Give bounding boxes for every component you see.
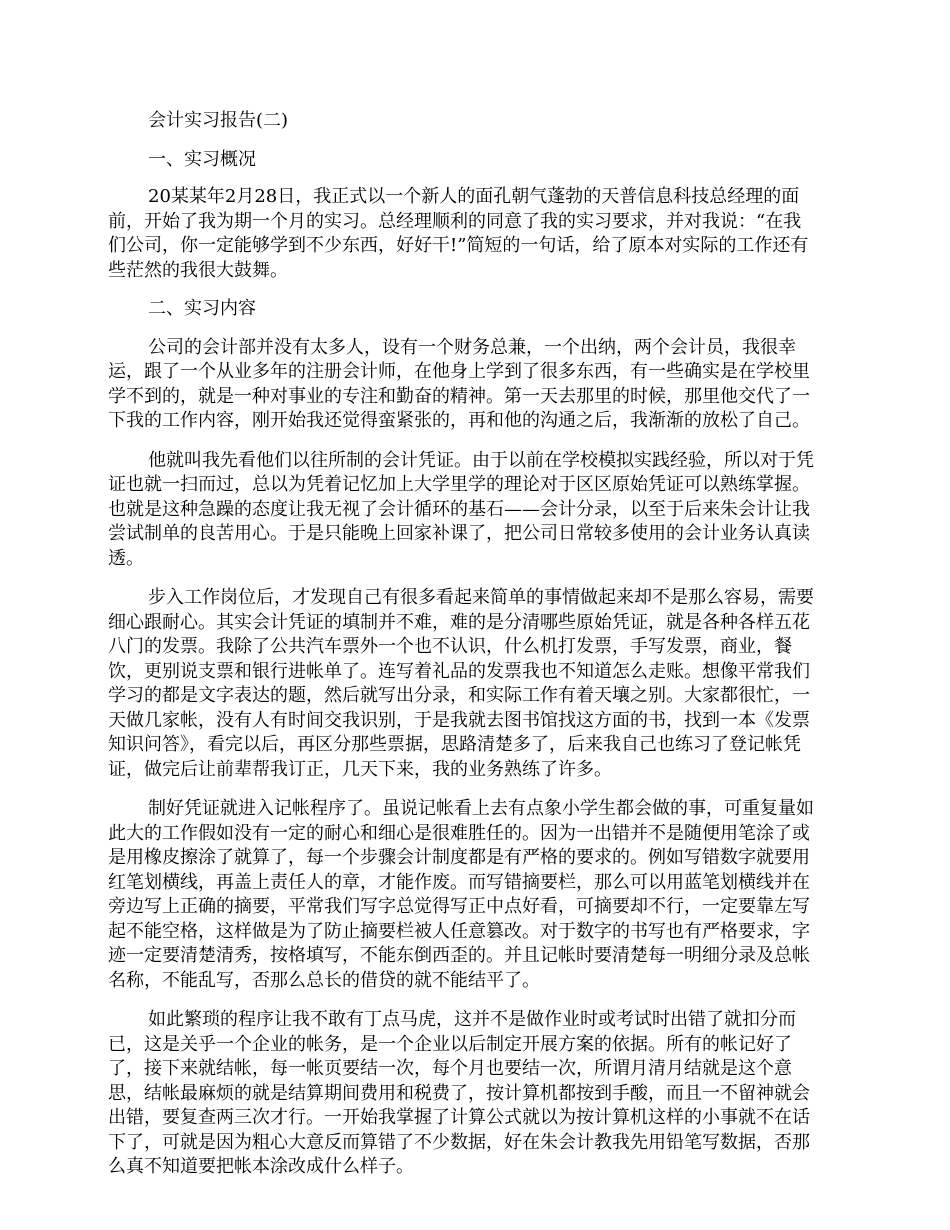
paragraph-line: 20某某年2月28日，我正式以一个新人的面孔朝气蓬勃的天普信息科技总经理的面 xyxy=(148,186,800,207)
paragraph-line: 起不能空格，这样做是为了防止摘要栏被人任意篡改。对于数字的书写也有严格要求，字 xyxy=(108,920,810,942)
document-title: 会计实习报告(二) xyxy=(148,110,289,131)
paragraph-closing xyxy=(108,1008,840,1180)
paragraph-intro xyxy=(108,185,840,283)
paragraph-line: 名称，不能乱写，否那么总长的借贷的就不能结平了。 xyxy=(108,969,540,991)
paragraph-line: 公司的会计部并没有太多人，设有一个财务总兼，一个出纳，两个会计员，我很幸 xyxy=(148,336,796,358)
paragraph-line: 天做几家帐，没有人有时间交我识别，于是我就去图书馆找这方面的书，找到一本《发票 xyxy=(108,709,810,731)
paragraph-line: 细心跟耐心。其实会计凭证的填制并不难，难的是分清哪些原始凭证，就是各种各样五花 xyxy=(108,611,810,633)
paragraph-invoices xyxy=(108,586,840,782)
paragraph-line: 此大的工作假如没有一定的耐心和细心是很难胜任的。因为一出错并不是随便用笔涂了或 xyxy=(108,822,810,844)
paragraph-line: 红笔划横线，再盖上责任人的章，才能作废。而写错摘要栏，那么可以用蓝笔划横线并在 xyxy=(108,871,810,893)
paragraph-line: 些茫然的我很大鼓舞。 xyxy=(108,259,288,281)
paragraph-line: 制好凭证就进入记帐程序了。虽说记帐看上去有点象小学生都会做的事，可重复量如 xyxy=(148,798,814,819)
paragraph-line: 前，开始了我为期一个月的实习。总经理顺利的同意了我的实习要求，并对我说：“在我 xyxy=(108,210,802,232)
paragraph-line: 下了，可就是因为粗心大意反而算错了不少数据，好在朱会计教我先用铅笔写数据，否那 xyxy=(108,1131,810,1153)
paragraph-line: 了，接下来就结帐，每一帐页要结一次，每个月也要结一次，所谓月清月结就是这个意 xyxy=(108,1058,792,1079)
paragraph-line: 是用橡皮擦涂了就算了，每一个步骤会计制度都是有严格的要求的。例如写错数字就要用 xyxy=(108,847,810,868)
paragraph-line: 尝试制单的良苦用心。于是只能晚上回家补课了，把公司日常较多使用的会计业务认真读 xyxy=(108,523,810,544)
paragraph-line: 饮，更别说支票和银行进帐单了。连写着礼品的发票我也不知道怎么走账。想像平常我们 xyxy=(108,660,810,682)
paragraph-line: 思，结帐最麻烦的就是结算期间费用和税费了，按计算机都按到手酸，而且一不留神就会 xyxy=(108,1082,810,1104)
paragraph-line: 他就叫我先看他们以往所制的会计凭证。由于以前在学校模拟实践经验，所以对于凭 xyxy=(148,449,814,471)
paragraph-line: 学不到的，就是一种对事业的专注和勤奋的精神。第一天去那里的时候，那里他交代了一 xyxy=(108,385,810,407)
paragraph-line: 么真不知道要把帐本涂改成什么样子。 xyxy=(108,1156,414,1177)
paragraph-line: 已，这是关乎一个企业的帐务，是一个企业以后制定开展方案的依据。所有的帐记好了 xyxy=(108,1033,792,1055)
paragraph-line: 出错，要复查两三次才行。一开始我掌握了计算公式就以为按计算机这样的小事就不在话 xyxy=(108,1107,810,1128)
paragraph-line: 也就是这种急躁的态度让我无视了会计循环的基石——会计分录，以至于后来朱会计让我 xyxy=(108,498,810,520)
paragraph-line: 们公司，你一定能够学到不少东西，好好干!”简短的一句话，给了原本对实际的工作还有 xyxy=(108,235,809,256)
paragraph-line: 迹一定要清楚清秀，按格填写，不能东倒西歪的。并且记帐时要清楚每一明细分录及总帐 xyxy=(108,945,810,966)
paragraph-bookkeeping xyxy=(108,797,840,993)
paragraph-department xyxy=(108,336,840,434)
paragraph-line: 证，做完后让前辈帮我订正，几天下来，我的业务熟练了许多。 xyxy=(108,758,612,780)
paragraph-line: 旁边写上正确的摘要，平常我们写字总觉得写正中点好看，可摘要却不行，一定要靠左写 xyxy=(108,896,810,917)
paragraph-line: 下我的工作内容，刚开始我还觉得蛮紧张的，再和他的沟通之后，我渐渐的放松了自己。 xyxy=(108,410,810,431)
paragraph-line: 八门的发票。我除了公共汽车票外一个也不认识，什么机打发票，手写发票，商业，餐 xyxy=(108,636,792,657)
paragraph-line: 证也就一扫而过，总以为凭着记忆加上大学里学的理论对于区区原始凭证可以熟练掌握。 xyxy=(108,474,810,495)
paragraph-line: 透。 xyxy=(108,547,144,569)
paragraph-line: 步入工作岗位后，才发现自己有很多看起来简单的事情做起来却不是那么容易，需要 xyxy=(148,587,814,608)
section-heading-overview: 一、实习概况 xyxy=(148,148,256,170)
paragraph-vouchers xyxy=(108,449,840,572)
paragraph-line: 学习的都是文字表达的题，然后就写出分录，和实际工作有着天壤之别。大家都很忙，一 xyxy=(108,685,810,706)
section-heading-content: 二、实习内容 xyxy=(148,298,256,319)
paragraph-line: 运，跟了一个从业多年的注册会计师，在他身上学到了很多东西，有一些确实是在学校里 xyxy=(108,361,810,382)
document-page xyxy=(108,109,840,1180)
paragraph-line: 如此繁琐的程序让我不敢有丁点马虎，这并不是做作业时或考试时出错了就扣分而 xyxy=(148,1009,796,1030)
paragraph-line: 知识问答》，看完以后，再区分那些票据，思路清楚多了，后来我自己也练习了登记帐凭 xyxy=(108,734,801,755)
